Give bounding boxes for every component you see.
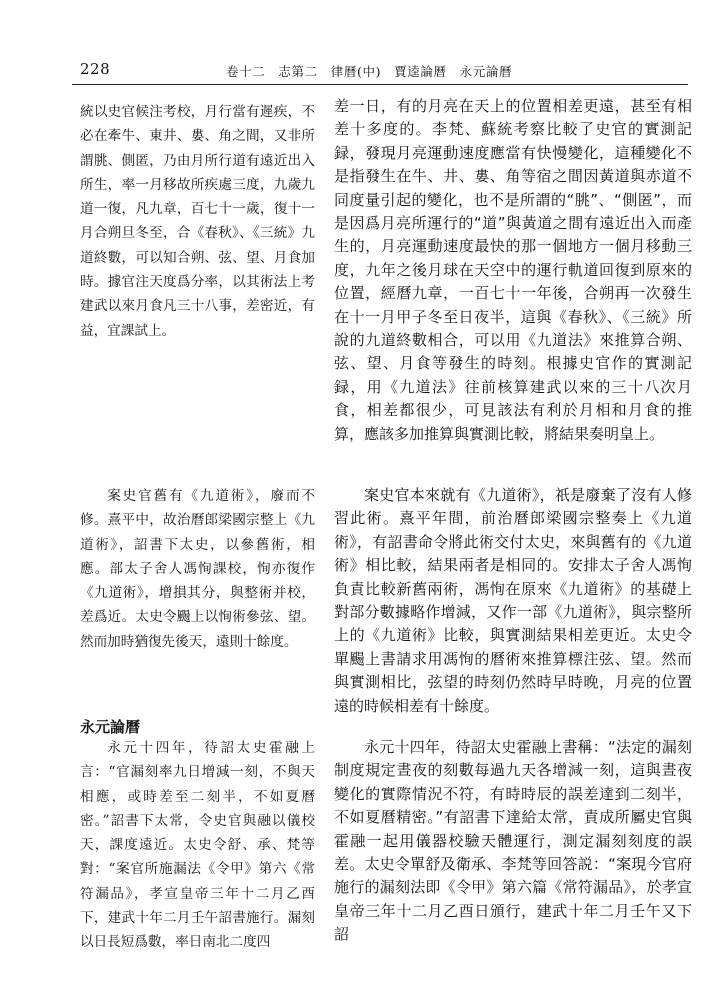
section1-translation-text: 差一日，有的月亮在天上的位置相差更遠，甚至有相差十多度的。李梵、蘇統考察比較了史官的實測記録，發現月亮運動速度應當有快慢變化，這種變化不是指發生在牛、井、婁、角等宿之間因黃道與赤道不同度量引起的變化，也不是所謂的“朓”、“側匿”，而是因爲月亮所運行的“道”與黃道之間有遠近出入而產生的，月亮運動速度最快的那一個地方一個月移動三度，九年之後月球在天空中的運行軌道回復到原來的位置，經曆九章，一百七十一年後，合朔再一次發生在十一月甲子冬至日夜半，這與《春秋》、《三統》所說的九道終數相合，可以用《九道法》來推算合朔、弦、望、月食等發生的時刻。根據史官作的實測記録，用《九道法》往前核算建武以來的三十八次月食，相差都很少，可見該法有利於月相和月食的推算，應該多加推算與實測比較，將結果奏明皇上。 — [334, 97, 692, 443]
section2-translation-text: 案史官本來就有《九道術》，祇是廢棄了沒有人修習此術。熹平年間，前治曆郎梁國宗整奏上《九道術》，有詔書命令將此術交付太史，來與舊有的《九道術》相比較，結果兩者是相同的。安排太子舍人馮恂負責比較新舊兩術，馮恂在原來《九道術》的基礎上對部分數據略作增減，又作一部《九道術》，與宗整所上的《九道術》比較，與實測結果相差更近。太史令單颺上書請求用馮恂的曆術來推算標注弦、望。然而與實測相比，弦望的時刻仍然時早時晚，月亮的位置遠的時候相差有十餘度。 — [334, 486, 692, 715]
section3-original-text: 永元十四年，待詔太史霍融上言：“官漏刻率九日增減一刻，不與天相應，或時差至二刻半，不如夏曆密。”詔書下太常，令史官與融以儀校天，課度遠近。太史令舒、承、梵等對：“案官所施漏法《令甲》第六《常符漏品》，孝宣皇帝三年十二月乙酉下，建武十年二月壬午詔書施行。漏刻以日長短爲數，率日南北二度四 — [80, 740, 315, 951]
section1-original-column — [80, 100, 315, 343]
section3-translation-text: 永元十四年，待詔太史霍融上書稱：“法定的漏刻制度規定晝夜的刻數每過九天各增減一刻，這與晝夜變化的實際情況不符，有時時辰的誤差達到二刻半，不如夏曆精密。”有詔書下達給太常，責成所屬史官與霍融一起用儀器校驗天體運行，測定漏刻刻度的誤差。太史令單舒及衛承、李梵等回答説：“案現今官府施行的漏刻法即《令甲》第六篇《常符漏品》，於孝宣皇帝三年十二月乙酉日頒行，建武十年二月壬午又下詔 — [334, 738, 692, 944]
section2-translation-column — [334, 484, 692, 718]
section1-translation-column — [334, 95, 692, 446]
section2-original-text: 案史官舊有《九道術》，廢而不修。熹平中，故治曆郎梁國宗整上《九道術》，詔書下太史，以參舊術，相應。部太子舍人馮恂課校，恂亦復作《九道術》，增損其分，與整術并校，差爲近。太史令颺上以恂術參弦、望。然而加時猶復先後天，遠則十餘度。 — [80, 488, 315, 650]
section3-original-column — [80, 736, 315, 955]
section1-original-text: 統以史官候注考校，月行當有遲疾，不必在牽牛、東井、婁、角之間，又非所謂朓、側匿，乃由月所行道有遠近出入所生，率一月移故所疾處三度，九歲九道一復，凡九章，百七十一歲，復十一月合朔旦冬至，合《春秋》、《三統》九道終數，可以知合朔、弦、望、月食加時。據官注天度爲分率，以其術法上考建武以來月食凡三十八事，差密近，有益，宜課試上。 — [80, 104, 315, 339]
page-number: 228 — [80, 60, 111, 78]
section-title: 永元論曆 — [80, 718, 141, 736]
section3-translation-column — [334, 736, 692, 947]
section2-original-column — [80, 484, 315, 654]
header-rule — [72, 84, 688, 85]
running-head: 卷十二 志第二 律曆(中) 賈逵論曆 永元論曆 — [226, 64, 513, 79]
